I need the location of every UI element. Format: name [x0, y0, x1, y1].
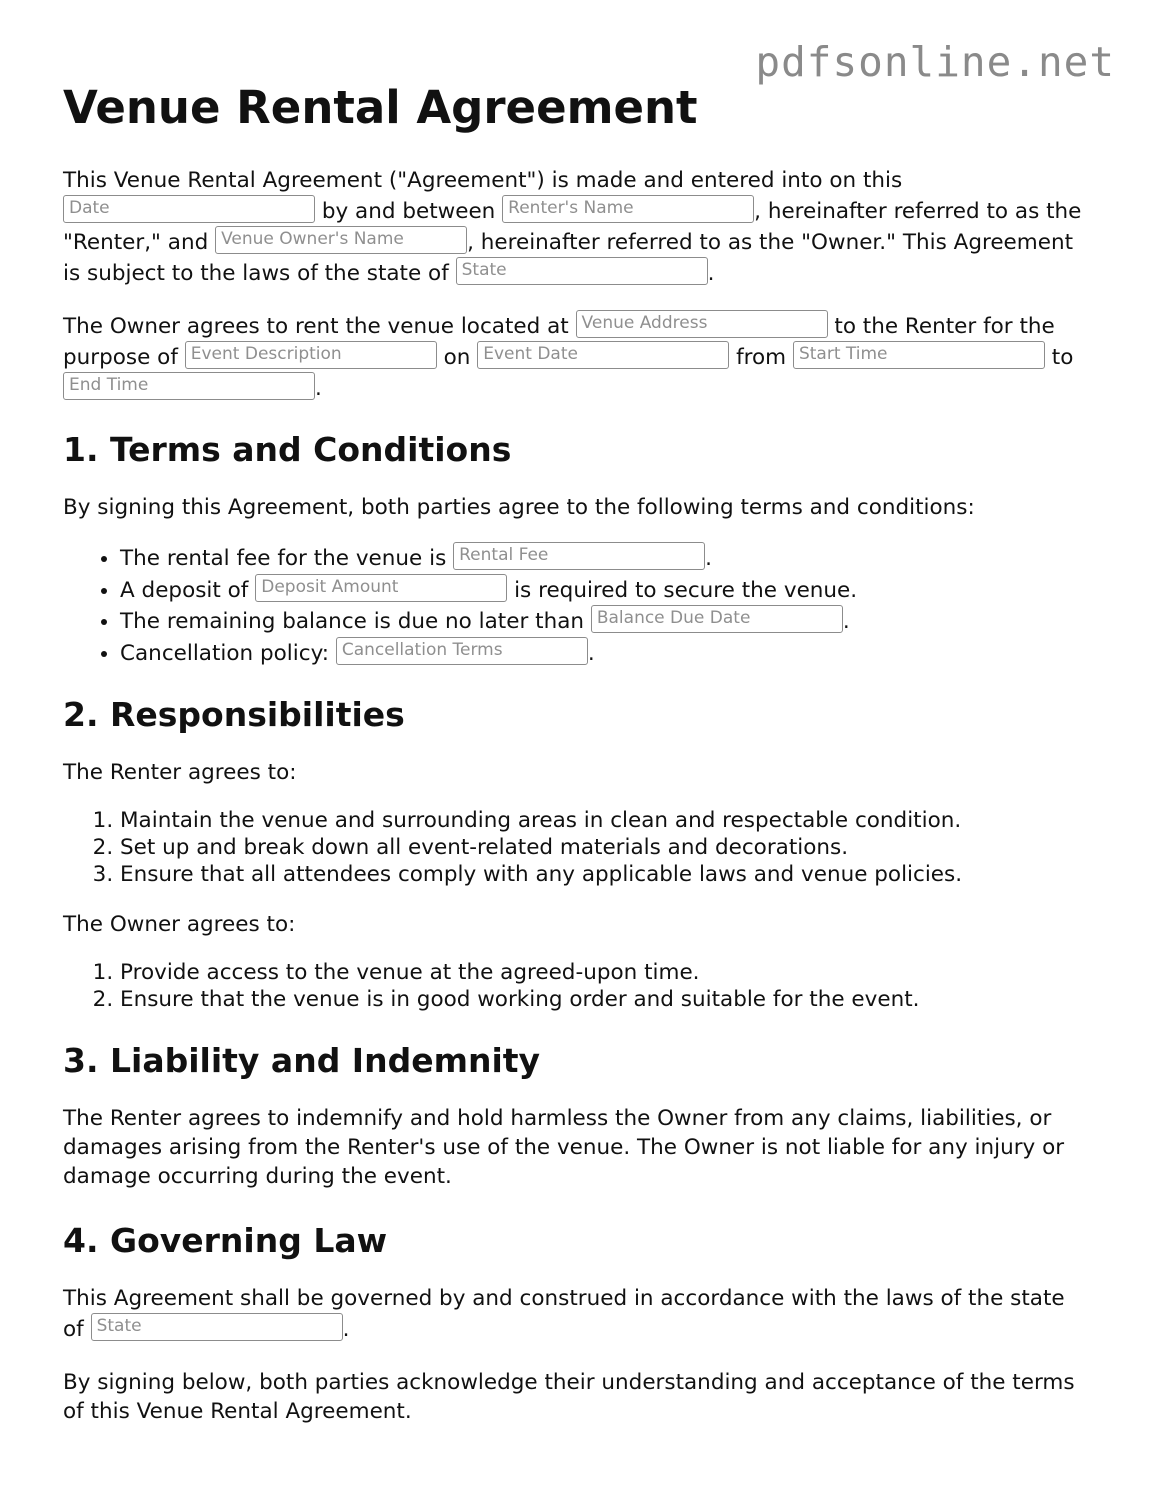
cancellation-label: Cancellation policy: — [120, 640, 329, 666]
terms-lead: By signing this Agreement, both parties agree to the following terms and conditions: — [63, 495, 975, 520]
venue-address-field[interactable]: Venue Address — [576, 310, 828, 338]
start-time-field[interactable]: Start Time — [793, 341, 1045, 369]
rental-text-2: to the Renter for the purpose of — [63, 314, 1055, 370]
list-item — [120, 574, 1083, 606]
balance-due-date-field[interactable]: Balance Due Date — [591, 605, 843, 633]
section-4-heading: 4. Governing Law — [63, 1221, 388, 1260]
rental-fee-field[interactable]: Rental Fee — [453, 542, 705, 570]
owner-responsibilities-list — [63, 959, 1083, 1013]
rental-text-5: to — [1051, 345, 1074, 370]
document-page — [63, 80, 1083, 1426]
rental-text-1: The Owner agrees to rent the venue located at — [63, 314, 569, 339]
intro-text-5: . — [707, 261, 715, 286]
intro-text-2: by and between — [321, 199, 496, 224]
liability-paragraph: The Renter agrees to indemnify and hold harmless the Owner from any claims, liabilities, or damages arising from the Renter's use of the venue. The Owner is not liable for any injury or damage occurring during the event. — [63, 1106, 1065, 1189]
renter-responsibilities-list — [63, 807, 1083, 888]
governing-law-paragraph — [63, 1284, 1083, 1344]
list-item: 3. Ensure that all attendees comply with any applicable laws and venue policies. — [120, 861, 1083, 888]
deposit-label: A deposit of — [120, 577, 249, 603]
governing-law-after: . — [342, 1317, 350, 1342]
watermark: pdfsonline.net — [755, 38, 1115, 86]
section-3-heading: 3. Liability and Indemnity — [63, 1041, 541, 1080]
deposit-after: is required to secure the venue. — [514, 577, 858, 603]
rental-fee-label: The rental fee for the venue is — [120, 546, 447, 571]
rental-text-3: on — [443, 345, 471, 370]
owner-agrees-lead: The Owner agrees to: — [63, 912, 296, 937]
cancellation-terms-field[interactable]: Cancellation Terms — [336, 637, 588, 665]
list-item: 1. Maintain the venue and surrounding areas in clean and respectable condition. — [120, 807, 1083, 834]
rental-fee-after: . — [705, 546, 712, 571]
list-item — [120, 637, 1083, 669]
cancellation-after: . — [587, 640, 595, 666]
rental-paragraph — [63, 310, 1083, 403]
list-item: 2. Set up and break down all event-related materials and decorations. — [120, 834, 1083, 861]
intro-text-4: , hereinafter referred to as the "Owner." This Agreement is subject to the laws of the state of — [63, 230, 1074, 286]
owner-name-field[interactable]: Venue Owner's Name — [215, 226, 467, 254]
deposit-amount-field[interactable]: Deposit Amount — [255, 574, 507, 602]
governing-state-field[interactable]: State — [91, 1313, 343, 1341]
list-item — [120, 605, 1083, 637]
balance-label: The remaining balance is due no later than — [120, 609, 584, 634]
governing-law-text: This Agreement shall be governed by and construed in accordance with the laws of the state of — [63, 1286, 1065, 1342]
intro-text-3: , hereinafter referred to as the "Renter," and — [63, 199, 1082, 255]
rental-text-4: from — [736, 345, 787, 370]
document-title: Venue Rental Agreement — [63, 81, 698, 134]
closing-paragraph: By signing below, both parties acknowledge their understanding and acceptance of the terms of this Venue Rental Agreement. — [63, 1370, 1075, 1424]
intro-paragraph — [63, 166, 1083, 288]
renter-agrees-lead: The Renter agrees to: — [63, 760, 297, 785]
date-field[interactable]: Date — [63, 195, 315, 223]
intro-text-1: This Venue Rental Agreement ("Agreement") is made and entered into on this — [63, 168, 903, 193]
section-2-heading: 2. Responsibilities — [63, 695, 405, 734]
end-time-field[interactable]: End Time — [63, 372, 315, 400]
list-item: 2. Ensure that the venue is in good working order and suitable for the event. — [120, 986, 1083, 1013]
list-item: 1. Provide access to the venue at the agreed-upon time. — [120, 959, 1083, 986]
renter-name-field[interactable]: Renter's Name — [502, 195, 754, 223]
event-description-field[interactable]: Event Description — [185, 341, 437, 369]
balance-after: . — [842, 609, 850, 634]
rental-text-6: . — [315, 376, 322, 401]
list-item — [120, 542, 1083, 574]
terms-list — [63, 542, 1083, 668]
section-1-heading: 1. Terms and Conditions — [63, 430, 512, 469]
state-field[interactable]: State — [456, 257, 708, 285]
event-date-field[interactable]: Event Date — [477, 341, 729, 369]
